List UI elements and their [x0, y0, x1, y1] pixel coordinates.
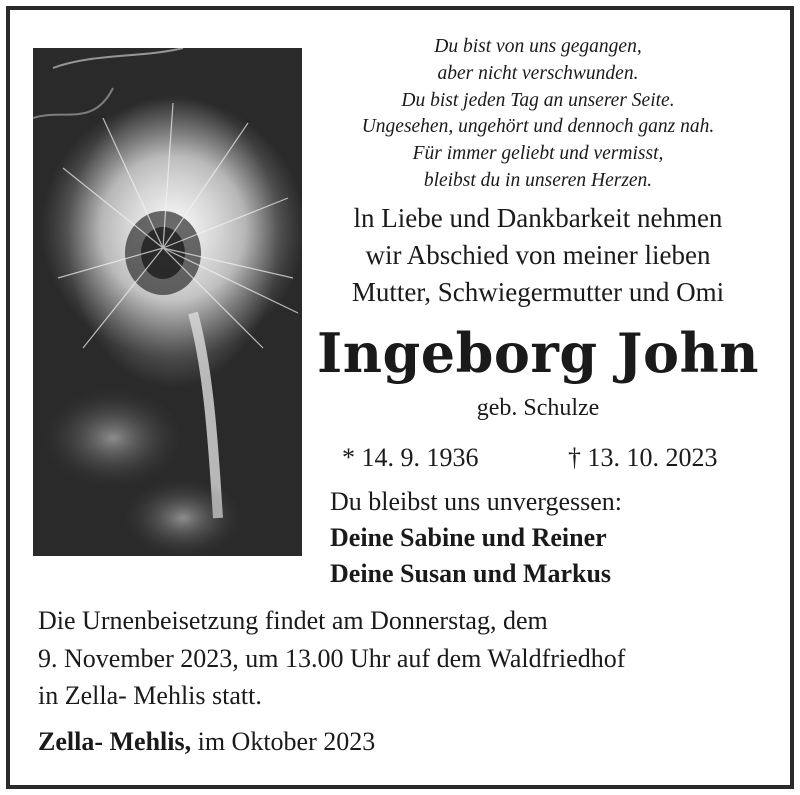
- place-date: [38, 723, 778, 760]
- intro-line: ln Liebe und Dankbarkeit nehmen: [353, 203, 723, 233]
- death-date: † 13. 10. 2023: [568, 443, 718, 472]
- burial-notice: [38, 602, 778, 715]
- poem: [312, 34, 764, 195]
- family-block: [330, 484, 760, 592]
- dandelion-photo: [33, 48, 302, 556]
- dandelion-icon: [33, 48, 302, 556]
- poem-line: aber nicht verschwunden.: [437, 62, 639, 84]
- poem-line: bleibst du in unseren Herzen.: [423, 169, 653, 191]
- burial-line: Die Urnenbeisetzung findet am Donnerstag, dem: [38, 606, 548, 635]
- family-name: Deine Sabine und Reiner: [330, 523, 607, 552]
- intro-text: [312, 200, 764, 311]
- family-name: Deine Susan und Markus: [330, 559, 612, 588]
- poem-line: Du bist von uns gegangen,: [434, 36, 642, 57]
- notice-date: im Oktober 2023: [197, 727, 376, 756]
- poem-line: Du bist jeden Tag an unserer Seite.: [401, 89, 675, 111]
- intro-line: wir Abschied von meiner lieben: [365, 240, 711, 270]
- burial-line: in Zella- Mehlis statt.: [38, 681, 262, 710]
- burial-line: 9. November 2023, um 13.00 Uhr auf dem Waldfriedhof: [38, 643, 626, 673]
- birth-date: * 14. 9. 1936: [342, 443, 479, 472]
- maiden-name: geb. Schulze: [476, 395, 600, 421]
- poem-line: Für immer geliebt und vermisst,: [412, 143, 664, 165]
- life-dates: [312, 438, 764, 478]
- intro-line: Mutter, Schwiegermutter und Omi: [351, 277, 725, 307]
- deceased-name: Ingeborg John: [316, 321, 759, 385]
- place-name: Zella- Mehlis,: [38, 727, 192, 756]
- family-line: Du bleibst uns unvergessen:: [330, 487, 622, 516]
- poem-line: Ungesehen, ungehört und dennoch ganz nah.: [361, 116, 715, 138]
